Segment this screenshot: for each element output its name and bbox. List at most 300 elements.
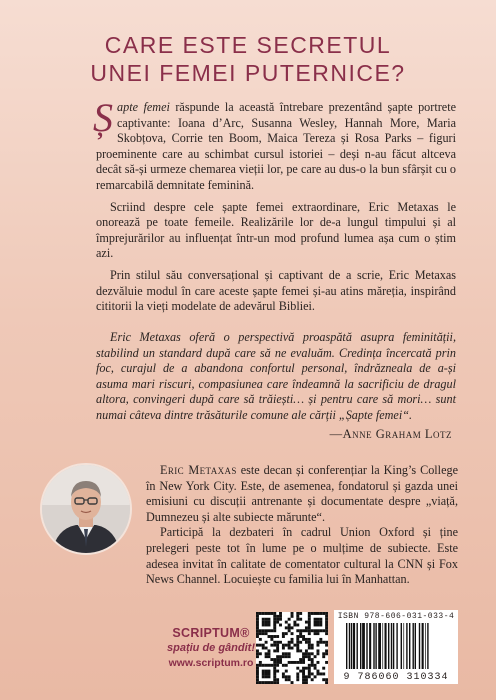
qr-module (276, 615, 279, 618)
qr-module (305, 667, 308, 670)
qr-module (288, 661, 291, 664)
qr-module (311, 678, 314, 681)
qr-module (305, 649, 308, 652)
qr-module (308, 675, 311, 678)
barcode-bar (403, 623, 404, 669)
qr-module (308, 670, 311, 673)
qr-module (296, 667, 299, 670)
qr-module (279, 618, 282, 621)
qr-module (325, 624, 328, 627)
intro-text (93, 95, 456, 321)
qr-module (316, 649, 319, 652)
qr-module (296, 638, 299, 641)
isbn-label: ISBN 978-606-031-033-4 (337, 612, 455, 621)
qr-module (308, 618, 311, 621)
qr-module (308, 658, 311, 661)
qr-module (273, 618, 276, 621)
barcode-bar (366, 623, 367, 669)
qr-module (262, 612, 265, 615)
barcode-bar (425, 623, 426, 669)
qr-module (256, 615, 259, 618)
qr-module (256, 626, 259, 629)
barcode-bar (369, 623, 371, 669)
qr-module (279, 612, 282, 615)
barcode-bar (391, 623, 392, 669)
qr-module (285, 644, 288, 647)
qr-module (296, 647, 299, 650)
qr-module (273, 635, 276, 638)
qr-module (279, 661, 282, 664)
qr-module (256, 655, 259, 658)
qr-module (270, 644, 273, 647)
qr-module (302, 670, 305, 673)
qr-module (288, 626, 291, 629)
qr-module (296, 661, 299, 664)
qr-module (288, 644, 291, 647)
qr-module (273, 664, 276, 667)
qr-module (299, 632, 302, 635)
qr-module (288, 675, 291, 678)
qr-module (322, 629, 325, 632)
qr-module (262, 664, 265, 667)
qr-module (302, 652, 305, 655)
qr-module (319, 672, 322, 675)
intro-paragraph-3: Prin stilul său conversațional și captivant de a scrie, Eric Metaxas dezvăluie modul în care aceste șapte femei și-au atins măreția, inspirând cititorii la vieți modelate de adevărul Bibliei. (96, 267, 456, 314)
qr-module (262, 681, 265, 684)
qr-module (265, 632, 268, 635)
qr-module (316, 629, 319, 632)
qr-module (285, 664, 288, 667)
barcode-bar (373, 623, 374, 669)
qr-module (256, 618, 259, 621)
qr-module (256, 667, 259, 670)
qr-module (285, 678, 288, 681)
qr-module (296, 675, 299, 678)
qr-module (262, 621, 265, 624)
qr-module (302, 655, 305, 658)
qr-module (319, 641, 322, 644)
qr-module (299, 658, 302, 661)
qr-module (311, 658, 314, 661)
barcode-bar (415, 623, 416, 669)
qr-module (325, 681, 328, 684)
qr-module (259, 661, 262, 664)
headline-line-1: CARE ESTE SECRETUL (104, 32, 392, 58)
qr-module (308, 672, 311, 675)
qr-module (285, 675, 288, 678)
qr-module (291, 638, 294, 641)
bio-paragraph-2: Participă la dezbateri în cadrul Union Oxford și ține prelegeri peste tot în lume pe o mulțime de subiecte. Este adesea invitat în calitate de comentator cultural la CNN și Fox News Channel. Locuiește cu familia lui în Manhattan. (146, 525, 458, 587)
qr-module (259, 664, 262, 667)
publisher-name: SCRIPTUM® (172, 626, 250, 640)
qr-module (296, 672, 299, 675)
qr-module (282, 664, 285, 667)
barcode-bar (406, 623, 407, 669)
qr-module (314, 624, 317, 627)
endorsement-quote (96, 330, 456, 424)
qr-module (302, 635, 305, 638)
qr-module (322, 655, 325, 658)
barcode-bar (409, 623, 410, 669)
qr-module (262, 624, 265, 627)
qr-module (265, 621, 268, 624)
qr-module (288, 624, 291, 627)
qr-module (296, 635, 299, 638)
qr-module (302, 638, 305, 641)
qr-module (308, 655, 311, 658)
qr-module (262, 644, 265, 647)
qr-module (265, 652, 268, 655)
author-bio (146, 463, 458, 588)
qr-module (259, 638, 262, 641)
quote-text: Eric Metaxas oferă o perspectivă proaspătă asupra feminității, stabilind un standard după care să ne evaluăm. Credința încercată prin foc, curajul de a abandona confortul personal, îndrăzneala de a-și asuma mari riscuri, compasiunea care îndeamnă la sacrificiu de dragul altora, convingeri după care să trăiești… și pentru care să mori… sunt numai câteva dintre trăsăturile comune ale cărții „Șapte femei“. (96, 330, 456, 422)
qr-module (308, 641, 311, 644)
qr-module (268, 649, 271, 652)
qr-module (325, 661, 328, 664)
qr-module (268, 672, 271, 675)
qr-module (268, 629, 271, 632)
qr-module (319, 638, 322, 641)
qr-module (311, 629, 314, 632)
barcode-bar (351, 623, 352, 669)
qr-module (265, 624, 268, 627)
qr-module (316, 652, 319, 655)
qr-module (291, 647, 294, 650)
qr-module (276, 621, 279, 624)
qr-module (311, 664, 314, 667)
intro-paragraph-2: Scriind despre cele șapte femei extraordinare, Eric Metaxas le onorează pe toate femeile. Realizările lor de-a lungul timpului și al împrejurărilor au influențat într-un mod profund lumea așa cum o știm azi. (96, 199, 456, 261)
qr-code (256, 612, 328, 684)
qr-module (259, 632, 262, 635)
qr-module (256, 675, 259, 678)
qr-module (279, 655, 282, 658)
qr-module (325, 618, 328, 621)
qr-module (285, 655, 288, 658)
qr-module (296, 624, 299, 627)
qr-module (265, 629, 268, 632)
qr-module (276, 670, 279, 673)
qr-module (316, 670, 319, 673)
qr-module (270, 658, 273, 661)
qr-module (262, 629, 265, 632)
qr-module (316, 644, 319, 647)
qr-module (293, 661, 296, 664)
qr-module (305, 652, 308, 655)
qr-module (265, 618, 268, 621)
qr-module (299, 661, 302, 664)
barcode-block (334, 610, 458, 684)
barcode-bar (388, 623, 389, 669)
qr-module (268, 621, 271, 624)
qr-module (265, 675, 268, 678)
qr-module (285, 621, 288, 624)
qr-module (273, 661, 276, 664)
qr-module (296, 649, 299, 652)
qr-module (302, 629, 305, 632)
qr-module (302, 678, 305, 681)
qr-module (316, 624, 319, 627)
qr-module (291, 632, 294, 635)
qr-module (265, 670, 268, 673)
qr-module (325, 678, 328, 681)
qr-module (302, 675, 305, 678)
qr-module (273, 641, 276, 644)
qr-module (311, 652, 314, 655)
qr-module (314, 621, 317, 624)
qr-module (256, 664, 259, 667)
qr-module (299, 612, 302, 615)
qr-module (293, 621, 296, 624)
barcode-bar (375, 623, 376, 669)
qr-module (291, 626, 294, 629)
qr-module (276, 664, 279, 667)
qr-module (273, 649, 276, 652)
qr-module (291, 681, 294, 684)
qr-module (305, 626, 308, 629)
qr-module (279, 615, 282, 618)
qr-module (299, 618, 302, 621)
qr-module (256, 644, 259, 647)
qr-module (270, 635, 273, 638)
qr-module (314, 664, 317, 667)
qr-module (276, 644, 279, 647)
qr-module (299, 629, 302, 632)
barcode-bar (378, 623, 381, 669)
qr-module (282, 675, 285, 678)
qr-module (296, 641, 299, 644)
qr-module (299, 670, 302, 673)
qr-module (308, 664, 311, 667)
qr-module (296, 615, 299, 618)
qr-module (314, 618, 317, 621)
qr-module (265, 664, 268, 667)
qr-module (256, 635, 259, 638)
bio-paragraph-1 (146, 463, 458, 525)
qr-module (273, 658, 276, 661)
qr-module (308, 647, 311, 650)
qr-module (302, 681, 305, 684)
qr-module (273, 675, 276, 678)
qr-module (282, 655, 285, 658)
qr-module (316, 661, 319, 664)
qr-module (273, 644, 276, 647)
qr-module (270, 612, 273, 615)
qr-module (319, 621, 322, 624)
qr-module (322, 678, 325, 681)
qr-module (268, 664, 271, 667)
qr-module (322, 612, 325, 615)
qr-module (293, 644, 296, 647)
qr-module (305, 621, 308, 624)
barcode-bar (362, 623, 365, 669)
qr-module (273, 626, 276, 629)
qr-module (256, 681, 259, 684)
qr-module (276, 649, 279, 652)
qr-module (288, 647, 291, 650)
qr-module (259, 644, 262, 647)
qr-module (302, 661, 305, 664)
qr-module (296, 644, 299, 647)
qr-module (282, 672, 285, 675)
qr-module (325, 629, 328, 632)
qr-module (311, 647, 314, 650)
qr-module (293, 624, 296, 627)
qr-module (311, 672, 314, 675)
qr-module (282, 632, 285, 635)
qr-module (288, 618, 291, 621)
qr-module (276, 681, 279, 684)
barcode-bar (349, 623, 350, 669)
qr-module (262, 632, 265, 635)
qr-module (265, 655, 268, 658)
qr-module (288, 641, 291, 644)
quote-attribution: —Anne Graham Lotz (329, 427, 452, 441)
qr-module (305, 681, 308, 684)
qr-module (273, 624, 276, 627)
qr-module (305, 675, 308, 678)
qr-module (262, 647, 265, 650)
qr-module (268, 618, 271, 621)
barcode-bar (401, 623, 402, 669)
qr-module (299, 635, 302, 638)
qr-module (276, 661, 279, 664)
qr-module (314, 629, 317, 632)
drop-cap: Ș (93, 95, 113, 140)
qr-module (276, 655, 279, 658)
qr-module (288, 652, 291, 655)
qr-module (322, 652, 325, 655)
qr-module (319, 624, 322, 627)
qr-module (282, 647, 285, 650)
qr-module (305, 638, 308, 641)
qr-module (308, 629, 311, 632)
qr-module (308, 667, 311, 670)
qr-module (316, 632, 319, 635)
qr-module (259, 629, 262, 632)
qr-module (282, 635, 285, 638)
qr-module (322, 672, 325, 675)
qr-module (265, 672, 268, 675)
qr-module (285, 626, 288, 629)
barcode-bar (346, 623, 347, 669)
qr-module (270, 629, 273, 632)
qr-module (265, 612, 268, 615)
qr-module (268, 670, 271, 673)
qr-module (268, 612, 271, 615)
qr-module (276, 618, 279, 621)
qr-module (311, 612, 314, 615)
author-portrait-image (42, 465, 130, 553)
qr-module (325, 632, 328, 635)
qr-module (282, 644, 285, 647)
qr-module (273, 615, 276, 618)
qr-module (268, 681, 271, 684)
publisher-tagline: spațiu de gândit! (167, 642, 255, 654)
qr-module (291, 661, 294, 664)
qr-module (273, 678, 276, 681)
bio-paragraph-1-text: este decan și conferențiar la King’s College în New York City. Este, de asemenea, fondatorul și gazda unei emisiuni cu discuții antrenante și documentate despre „viață, Dumnezeu și alte subiecte mărunte“. (146, 463, 458, 524)
qr-module (273, 612, 276, 615)
qr-module (256, 670, 259, 673)
qr-module (302, 667, 305, 670)
qr-module (296, 612, 299, 615)
qr-module (316, 672, 319, 675)
qr-module (311, 644, 314, 647)
qr-module (296, 618, 299, 621)
qr-module (308, 612, 311, 615)
qr-module (273, 672, 276, 675)
qr-module (276, 658, 279, 661)
qr-module (285, 670, 288, 673)
qr-module (276, 647, 279, 650)
qr-module (299, 641, 302, 644)
qr-module (279, 641, 282, 644)
book-title-italic: apte femei (117, 100, 170, 114)
publisher-block (166, 626, 256, 669)
qr-module (314, 632, 317, 635)
qr-module (256, 612, 259, 615)
qr-module (256, 678, 259, 681)
barcode-bar (357, 623, 358, 669)
qr-module (273, 670, 276, 673)
qr-module (291, 612, 294, 615)
qr-module (325, 626, 328, 629)
qr-module (305, 655, 308, 658)
qr-module (299, 649, 302, 652)
qr-module (296, 629, 299, 632)
qr-module (302, 672, 305, 675)
barcode-bar (413, 623, 414, 669)
author-photo (40, 463, 132, 555)
qr-module (268, 624, 271, 627)
barcode-bar (382, 623, 383, 669)
qr-module (279, 658, 282, 661)
qr-module (285, 652, 288, 655)
qr-module (305, 629, 308, 632)
qr-module (285, 632, 288, 635)
qr-module (314, 667, 317, 670)
qr-module (291, 615, 294, 618)
barcode-bar (422, 623, 424, 669)
qr-module (308, 652, 311, 655)
qr-module (316, 641, 319, 644)
qr-module (322, 667, 325, 670)
qr-module (308, 626, 311, 629)
qr-module (256, 672, 259, 675)
qr-module (319, 618, 322, 621)
qr-module (296, 678, 299, 681)
qr-module (322, 641, 325, 644)
qr-module (325, 612, 328, 615)
headline-line-2: UNEI FEMEI PUTERNICE? (90, 60, 406, 86)
qr-module (270, 681, 273, 684)
qr-module (276, 641, 279, 644)
qr-module (268, 652, 271, 655)
qr-module (270, 664, 273, 667)
qr-module (288, 629, 291, 632)
qr-module (316, 618, 319, 621)
qr-module (273, 667, 276, 670)
qr-module (270, 638, 273, 641)
qr-module (291, 641, 294, 644)
qr-module (308, 624, 311, 627)
qr-module (308, 615, 311, 618)
qr-module (276, 678, 279, 681)
barcode-bar (419, 623, 420, 669)
qr-module (273, 621, 276, 624)
qr-module (259, 612, 262, 615)
qr-module (314, 675, 317, 678)
